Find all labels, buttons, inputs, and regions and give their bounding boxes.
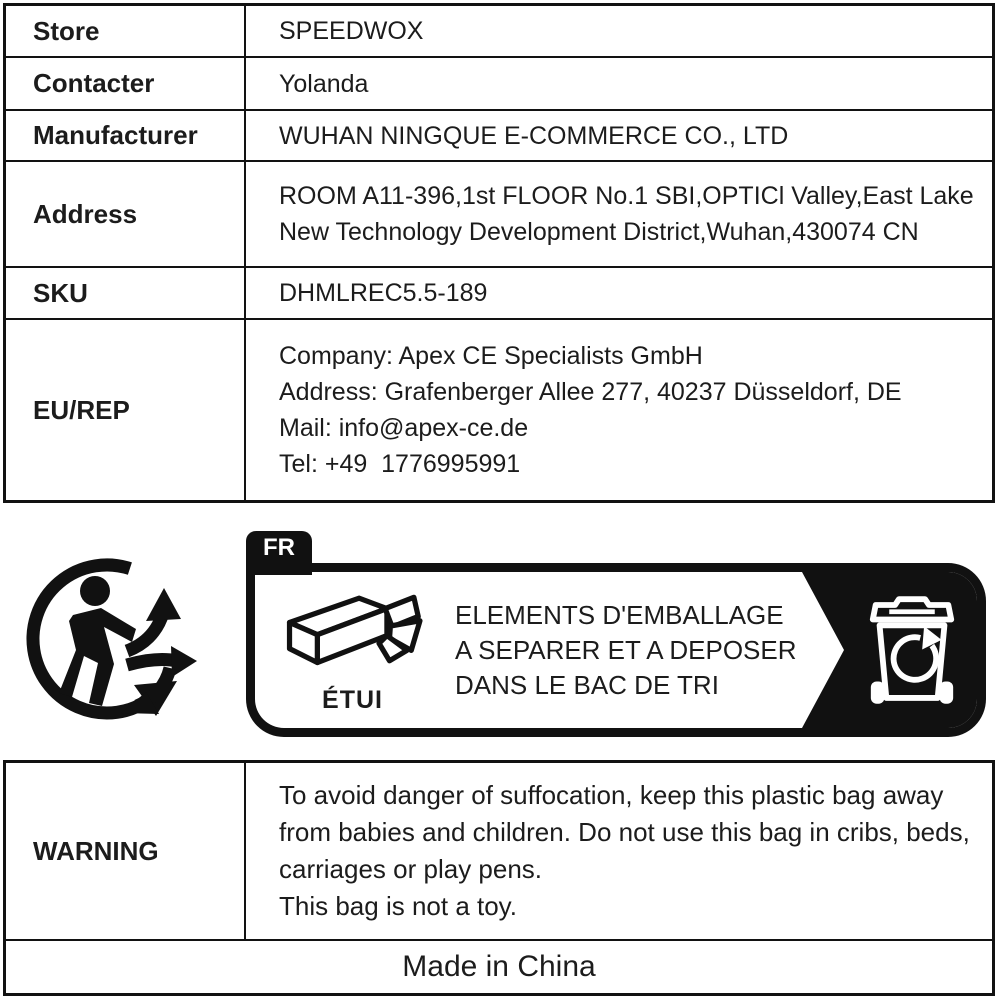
contacter-label: Contacter bbox=[6, 58, 246, 109]
banner-arrow-section bbox=[802, 572, 977, 728]
fr-country-tag bbox=[246, 531, 312, 575]
sku-value-text: DHMLREC5.5-189 bbox=[279, 279, 488, 307]
table-row-store bbox=[6, 6, 992, 58]
table-row-address bbox=[6, 162, 992, 268]
etui-block bbox=[265, 586, 440, 715]
info-table bbox=[3, 3, 995, 503]
banner-message-line-2: A SEPARER ET A DEPOSER bbox=[455, 634, 797, 665]
manufacturer-value-text: WUHAN NINGQUE E-COMMERCE CO., LTD bbox=[279, 121, 789, 150]
warning-line-2: from babies and children. Do not use this bag in cribs, beds, bbox=[279, 817, 970, 847]
warning-text bbox=[246, 763, 992, 939]
wheeled-bin-recycle-icon bbox=[866, 589, 958, 711]
warning-label: WARNING bbox=[6, 763, 246, 939]
banner-message-line-1: ELEMENTS D'EMBALLAGE bbox=[455, 599, 784, 630]
contacter-value-text: Yolanda bbox=[279, 69, 369, 98]
eurep-label: EU/REP bbox=[6, 320, 246, 500]
banner-content bbox=[255, 572, 797, 728]
manufacturer-label: Manufacturer bbox=[6, 111, 246, 160]
store-value bbox=[246, 6, 992, 56]
address-value bbox=[246, 162, 992, 266]
carton-sleeve-box-icon bbox=[278, 586, 428, 686]
address-label: Address bbox=[6, 162, 246, 266]
contacter-value bbox=[246, 58, 992, 109]
eurep-tel-line: Tel: +49 1776995991 bbox=[279, 450, 521, 478]
eurep-mail-line: Mail: info@apex-ce.de bbox=[279, 414, 529, 442]
warning-line-1: To avoid danger of suffocation, keep this plastic bag away bbox=[279, 780, 944, 810]
made-in-china-text: Made in China bbox=[402, 950, 596, 983]
etui-label: ÉTUI bbox=[322, 685, 383, 714]
banner-message-line-3: DANS LE BAC DE TRI bbox=[455, 669, 719, 700]
sku-value bbox=[246, 268, 992, 318]
fr-tag-text: FR bbox=[263, 534, 295, 561]
table-row-manufacturer bbox=[6, 111, 992, 162]
eurep-address-line: Address: Grafenberger Allee 277, 40237 Düsseldorf, DE bbox=[279, 378, 902, 406]
manufacturer-value bbox=[246, 111, 992, 160]
table-row-contacter bbox=[6, 58, 992, 111]
store-value-text: SPEEDWOX bbox=[279, 17, 424, 45]
warning-table bbox=[3, 760, 995, 996]
table-row-eurep bbox=[6, 320, 992, 500]
warning-line-3: carriages or play pens. bbox=[279, 854, 543, 884]
table-row-warning bbox=[6, 763, 992, 941]
eurep-company-line: Company: Apex CE Specialists GmbH bbox=[279, 342, 703, 370]
triman-recycling-icon bbox=[25, 553, 200, 733]
address-line-2: New Technology Development District,Wuhan,430074 CN bbox=[279, 218, 919, 246]
table-row-sku bbox=[6, 268, 992, 320]
store-label: Store bbox=[6, 6, 246, 56]
sku-label: SKU bbox=[6, 268, 246, 318]
warning-line-4: This bag is not a toy. bbox=[279, 891, 517, 921]
made-in-china-row bbox=[6, 941, 992, 993]
address-line-1: ROOM A11-396,1st FLOOR No.1 SBI,OPTICl Valley,East Lake bbox=[279, 182, 974, 210]
banner-message bbox=[455, 598, 797, 703]
recycling-banner bbox=[246, 563, 986, 737]
eurep-value bbox=[246, 320, 992, 500]
